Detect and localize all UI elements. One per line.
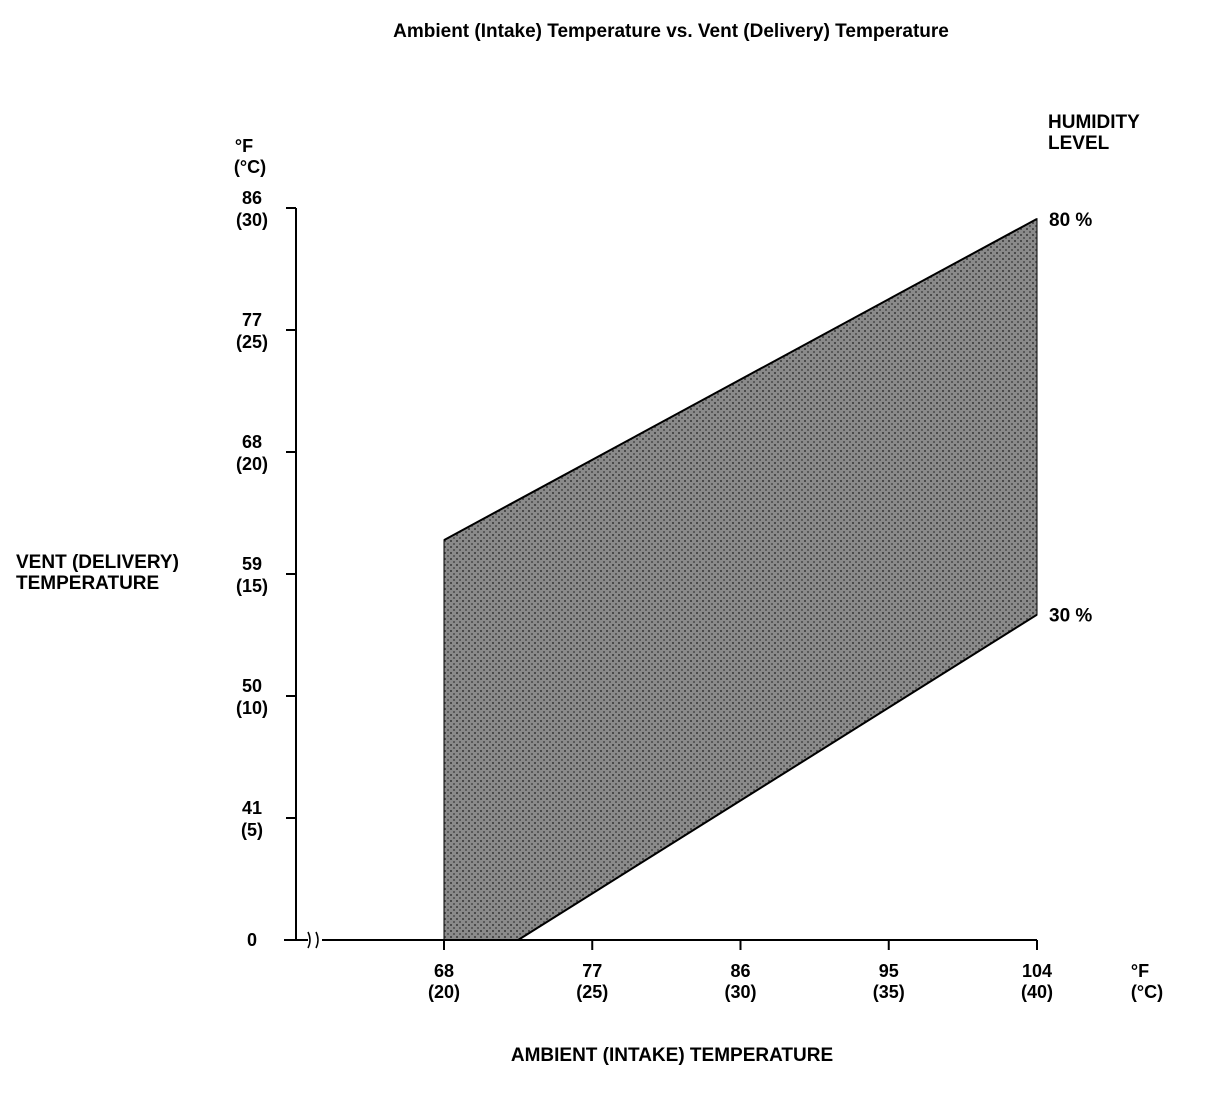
x-tick-label-c: (25) <box>576 982 609 1002</box>
y-tick-label-c: (25) <box>235 332 269 352</box>
legend-title-line-1: HUMIDITY <box>1048 112 1140 133</box>
axis-break-mark <box>308 932 318 948</box>
chart-title: Ambient (Intake) Temperature vs. Vent (Delivery) Temperature <box>393 21 949 42</box>
series-label-30: 30 % <box>1049 605 1093 627</box>
x-tick-label-f: 86 <box>730 961 751 981</box>
y-tick-label-c: (15) <box>235 576 269 596</box>
x-tick-label-c: (20) <box>427 982 461 1002</box>
y-tick-label-c: (5) <box>241 820 263 840</box>
y-tick-label-c: (30) <box>235 210 269 230</box>
y-tick-label-f: 50 <box>241 676 263 696</box>
y-unit-c: (°C) <box>233 157 267 177</box>
y-axis-label-line-2: TEMPERATURE <box>16 573 160 594</box>
humidity-band <box>444 219 1037 940</box>
x-tick-label-f: 95 <box>878 961 899 981</box>
y-tick-label-f: 86 <box>241 188 263 208</box>
x-tick-label-c: (30) <box>724 982 757 1002</box>
y-tick-label-f: 41 <box>241 798 263 818</box>
x-unit-f: °F <box>1130 961 1150 981</box>
y-tick-label-f: 68 <box>241 432 263 452</box>
x-tick-label-f: 68 <box>433 961 455 981</box>
y-unit-f: °F <box>234 136 254 156</box>
y-tick-label-f: 59 <box>241 554 263 574</box>
x-tick-label-c: (40) <box>1020 982 1054 1002</box>
x-unit-c: (°C) <box>1130 982 1164 1002</box>
series-label-80: 80 % <box>1049 209 1093 231</box>
y-tick-label-f: 0 <box>246 930 258 950</box>
x-tick-label-f: 104 <box>1021 961 1053 981</box>
x-tick-label-c: (35) <box>872 982 905 1002</box>
y-tick-label-c: (10) <box>235 698 269 718</box>
x-tick-label-f: 77 <box>582 961 603 981</box>
y-axis-label-line-1: VENT (DELIVERY) <box>16 552 179 573</box>
legend-title-line-2: LEVEL <box>1048 133 1110 154</box>
y-tick-label-c: (20) <box>235 454 269 474</box>
y-tick-label-f: 77 <box>241 310 263 330</box>
x-axis-label: AMBIENT (INTAKE) TEMPERATURE <box>510 1045 834 1066</box>
